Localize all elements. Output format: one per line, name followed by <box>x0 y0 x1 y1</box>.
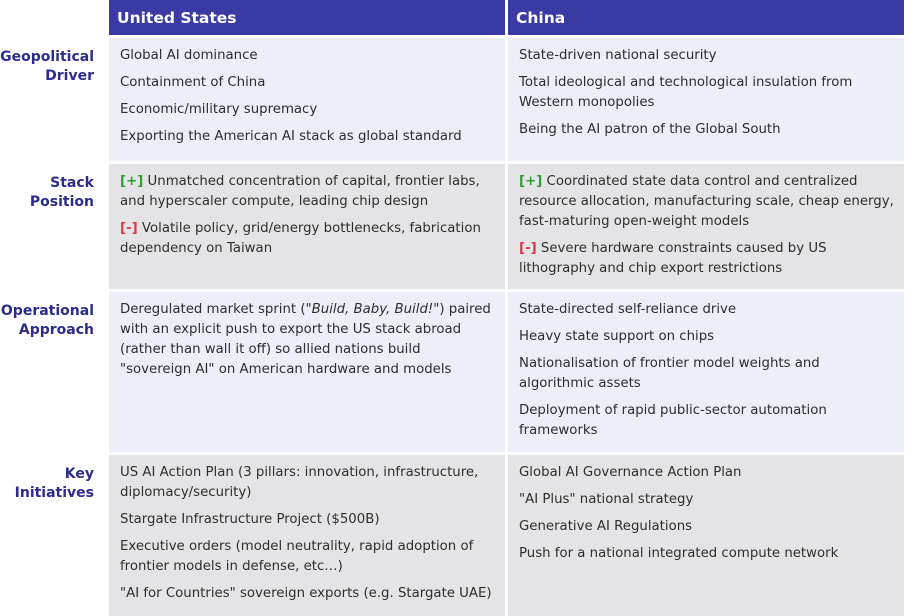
list-item: Exporting the American AI stack as global standard <box>120 129 462 144</box>
plus-marker: [+] <box>519 174 543 189</box>
cell-us-driver <box>109 38 505 161</box>
list-item: State-driven national security <box>519 48 717 63</box>
list-item <box>120 300 495 380</box>
list-item: Nationalisation of frontier model weights and algorithmic assets <box>519 356 820 391</box>
list-item: Generative AI Regulations <box>519 519 693 534</box>
list-item: "AI for Countries" sovereign exports (e.g. Stargate UAE) <box>120 586 492 601</box>
list-item: Heavy state support on chips <box>519 329 715 344</box>
cell-us-approach <box>109 292 505 452</box>
list-item: Economic/military supremacy <box>120 102 318 117</box>
cell-china-approach <box>508 292 904 452</box>
cell-china-initiatives <box>508 455 904 616</box>
list-item: Global AI dominance <box>120 48 258 63</box>
list-item <box>519 239 894 279</box>
cell-us-initiatives <box>109 455 505 616</box>
slogan-quote: Build, Baby, Build! <box>311 302 434 317</box>
row-label-stack-position: Stack Position <box>29 175 94 210</box>
row-label-key-initiatives: Key Initiatives <box>14 466 94 501</box>
cell-china-stack <box>508 164 904 289</box>
weakness-text: Severe hardware constraints caused by US lithography and chip export restrictions <box>519 241 827 276</box>
plus-marker: [+] <box>120 174 144 189</box>
cell-us-stack <box>109 164 505 289</box>
approach-text: Deregulated market sprint (" <box>120 302 312 317</box>
cell-china-driver <box>508 38 904 161</box>
corner-cell <box>0 0 106 35</box>
list-item: State-directed self-reliance drive <box>519 302 737 317</box>
minus-marker: [-] <box>120 221 138 236</box>
strength-text: Coordinated state data control and centralized resource allocation, manufacturing scale, cheap energy, fast-maturing open-weight models <box>519 174 894 229</box>
weakness-text: Volatile policy, grid/energy bottlenecks, fabrication dependency on Taiwan <box>120 221 481 256</box>
list-item <box>519 172 894 232</box>
list-item: US AI Action Plan (3 pillars: innovation, infrastructure, diplomacy/security) <box>120 465 479 500</box>
column-header-us: United States <box>109 0 505 35</box>
list-item: Global AI Governance Action Plan <box>519 465 742 480</box>
row-label-operational-approach: Operational Approach <box>0 303 94 338</box>
column-header-china: China <box>508 0 904 35</box>
list-item: "AI Plus" national strategy <box>519 492 694 507</box>
list-item: Push for a national integrated compute network <box>519 546 839 561</box>
list-item <box>120 172 495 212</box>
list-item <box>120 219 495 259</box>
list-item: Containment of China <box>120 75 266 90</box>
list-item: Being the AI patron of the Global South <box>519 122 781 137</box>
strength-text: Unmatched concentration of capital, frontier labs, and hyperscaler compute, leading chip design <box>120 174 480 209</box>
minus-marker: [-] <box>519 241 537 256</box>
list-item: Executive orders (model neutrality, rapid adoption of frontier models in defense, etc…) <box>120 539 474 574</box>
approach-text: ") paired with an explicit push to export the US stack abroad (rather than wall it off) so allied nations build "sovereign AI" on American hardware and models <box>120 302 491 377</box>
list-item: Stargate Infrastructure Project ($500B) <box>120 512 380 527</box>
row-label-geopolitical-driver: Geopolitical Driver <box>0 49 94 84</box>
list-item: Deployment of rapid public-sector automation frameworks <box>519 403 827 438</box>
list-item: Total ideological and technological insulation from Western monopolies <box>519 75 853 110</box>
